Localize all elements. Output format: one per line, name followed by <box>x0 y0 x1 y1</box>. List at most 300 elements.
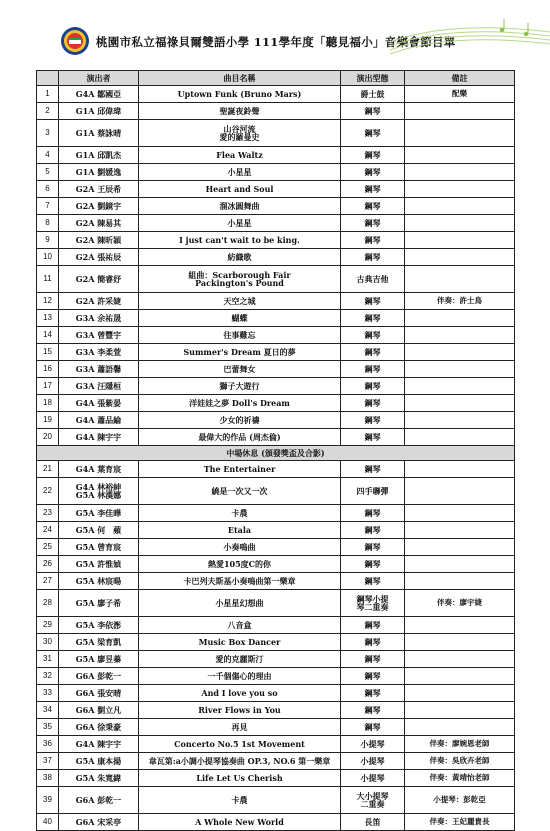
cell-note <box>405 249 515 266</box>
cell-piece <box>139 478 341 505</box>
table-row <box>37 668 515 685</box>
cell-type <box>341 181 405 198</box>
cell-line: 再見 <box>231 721 248 732</box>
cell-line: G3A 蕭語馨 <box>75 363 122 374</box>
cell-number: 38 <box>37 770 59 787</box>
cell-line: G2A 許采婕 <box>75 295 122 306</box>
cell-note <box>405 164 515 181</box>
table-row <box>37 505 515 522</box>
cell-line: G1A 劉媛逸 <box>75 166 122 177</box>
cell-line: 鋼琴小提 <box>356 593 389 604</box>
cell-line: 鋼琴 <box>364 380 381 391</box>
cell-line: G5A 廖子希 <box>75 597 122 608</box>
cell-line: 繞是一次又一次 <box>211 485 268 496</box>
cell-line: 紡織歌 <box>227 251 252 262</box>
cell-line: 鋼琴 <box>364 251 381 262</box>
cell-number: 25 <box>37 539 59 556</box>
cell-line: G5A 廖昱蓁 <box>75 653 122 664</box>
cell-piece <box>139 634 341 651</box>
table-row <box>37 461 515 478</box>
cell-piece <box>139 753 341 770</box>
cell-piece <box>139 505 341 522</box>
cell-piece <box>139 617 341 634</box>
cell-number: 3 <box>37 120 59 147</box>
table-row <box>37 361 515 378</box>
cell-line: G3A 李柔萱 <box>75 346 122 357</box>
cell-number: 16 <box>37 361 59 378</box>
cell-number: 21 <box>37 461 59 478</box>
cell-type <box>341 668 405 685</box>
school-logo-icon <box>60 26 90 56</box>
cell-line: 鋼琴 <box>364 619 381 630</box>
cell-performer <box>59 522 139 539</box>
cell-number: 20 <box>37 429 59 446</box>
cell-note <box>405 361 515 378</box>
table-row <box>37 634 515 651</box>
cell-note <box>405 310 515 327</box>
cell-line: 鋼琴 <box>364 670 381 681</box>
cell-line: G6A 彭乾一 <box>75 794 122 805</box>
table-row <box>37 310 515 327</box>
cell-line: G5A 李佳曄 <box>75 507 122 518</box>
cell-piece <box>139 266 341 293</box>
table-row <box>37 120 515 147</box>
cell-performer <box>59 505 139 522</box>
cell-type <box>341 120 405 147</box>
table-row <box>37 617 515 634</box>
cell-piece <box>139 198 341 215</box>
cell-line: 卡巴列夫斯基小奏鳴曲第一樂章 <box>183 575 296 586</box>
cell-type <box>341 736 405 753</box>
cell-performer <box>59 378 139 395</box>
cell-note <box>405 120 515 147</box>
cell-performer <box>59 753 139 770</box>
cell-type <box>341 164 405 181</box>
intermission-label: 中場休息 (頒發獎盃及合影) <box>37 446 515 461</box>
cell-piece <box>139 412 341 429</box>
cell-line: G3A 余祐晟 <box>75 312 122 323</box>
cell-number: 2 <box>37 103 59 120</box>
cell-performer <box>59 556 139 573</box>
cell-type <box>341 395 405 412</box>
cell-line: Etala <box>227 524 252 535</box>
cell-line: 溜冰圓舞曲 <box>219 200 260 211</box>
cell-number: 26 <box>37 556 59 573</box>
cell-line: 鋼琴 <box>364 217 381 228</box>
cell-line: 鋼琴 <box>364 329 381 340</box>
cell-performer <box>59 412 139 429</box>
cell-piece <box>139 719 341 736</box>
cell-line: I just can't wait to be king. <box>179 234 300 245</box>
cell-performer <box>59 395 139 412</box>
cell-line: G5A 林宸暘 <box>75 575 122 586</box>
cell-piece <box>139 668 341 685</box>
cell-piece <box>139 685 341 702</box>
cell-note <box>405 651 515 668</box>
cell-line: 卡農 <box>231 794 248 805</box>
cell-note <box>405 266 515 293</box>
cell-line: 鋼琴 <box>364 234 381 245</box>
cell-note <box>405 232 515 249</box>
cell-performer <box>59 266 139 293</box>
table-row <box>37 573 515 590</box>
cell-piece <box>139 361 341 378</box>
table-header-row <box>37 71 515 86</box>
cell-line: 鋼琴 <box>364 397 381 408</box>
cell-line: G4A 葉育宸 <box>75 463 122 474</box>
cell-line: The Entertainer <box>203 463 276 474</box>
cell-line: 愛的羅曼史 <box>219 132 260 142</box>
cell-note <box>405 478 515 505</box>
cell-line: 天空之城 <box>223 295 256 306</box>
table-row <box>37 539 515 556</box>
cell-line: Life Let Us Cherish <box>196 772 283 783</box>
cell-note: 伴奏：黃靖怡老師 <box>405 770 515 787</box>
cell-performer <box>59 181 139 198</box>
table-row <box>37 814 515 831</box>
cell-type <box>341 685 405 702</box>
program-table <box>36 70 515 831</box>
cell-number: 7 <box>37 198 59 215</box>
cell-type <box>341 590 405 617</box>
cell-type <box>341 478 405 505</box>
cell-performer <box>59 590 139 617</box>
cell-line: 小星星 <box>227 166 252 177</box>
cell-performer <box>59 787 139 814</box>
cell-number: 37 <box>37 753 59 770</box>
cell-number: 8 <box>37 215 59 232</box>
cell-line: 小奏鳴曲 <box>223 541 256 552</box>
cell-line: G3A 曾豐宇 <box>75 329 122 340</box>
cell-line: G6A 劉立凡 <box>75 704 122 715</box>
cell-number: 36 <box>37 736 59 753</box>
cell-line: 鋼琴 <box>364 558 381 569</box>
cell-performer <box>59 573 139 590</box>
cell-note <box>405 461 515 478</box>
cell-number: 10 <box>37 249 59 266</box>
cell-note: 伴奏：廖宇婕 <box>405 590 515 617</box>
cell-line: G1A 邱偉瑋 <box>75 105 122 116</box>
cell-number: 6 <box>37 181 59 198</box>
cell-line: Music Box Dancer <box>198 636 281 647</box>
cell-number: 19 <box>37 412 59 429</box>
cell-piece <box>139 310 341 327</box>
cell-performer <box>59 770 139 787</box>
cell-line: 鋼琴 <box>364 363 381 374</box>
header-performer: 演出者 <box>59 71 139 86</box>
table-row <box>37 478 515 505</box>
cell-note <box>405 539 515 556</box>
cell-line: 最偉大的作品 (周杰倫) <box>198 431 281 442</box>
cell-piece <box>139 147 341 164</box>
cell-line: River Flows in You <box>198 704 281 715</box>
cell-note <box>405 327 515 344</box>
cell-number: 9 <box>37 232 59 249</box>
cell-number: 14 <box>37 327 59 344</box>
cell-line: G4A 陳宇宇 <box>75 738 122 749</box>
table-row <box>37 770 515 787</box>
table-row <box>37 395 515 412</box>
cell-line: G6A 宋采亭 <box>75 816 122 827</box>
cell-piece <box>139 539 341 556</box>
cell-line: 鋼琴 <box>364 312 381 323</box>
cell-number: 11 <box>37 266 59 293</box>
cell-line: 鋼琴 <box>364 541 381 552</box>
cell-line: 鋼琴 <box>364 507 381 518</box>
cell-type <box>341 249 405 266</box>
cell-note <box>405 702 515 719</box>
cell-performer <box>59 539 139 556</box>
table-row <box>37 232 515 249</box>
cell-type <box>341 556 405 573</box>
cell-performer <box>59 719 139 736</box>
cell-piece <box>139 103 341 120</box>
cell-type <box>341 573 405 590</box>
cell-number: 35 <box>37 719 59 736</box>
cell-number: 1 <box>37 86 59 103</box>
cell-line: 愛的克麗斯汀 <box>215 653 264 664</box>
cell-line: 八音盒 <box>227 619 252 630</box>
cell-line: 少女的祈禱 <box>219 414 260 425</box>
cell-type <box>341 522 405 539</box>
cell-line: G5A 朱寬緯 <box>75 772 122 783</box>
cell-note <box>405 429 515 446</box>
cell-line: 鋼琴 <box>364 721 381 732</box>
cell-type <box>341 429 405 446</box>
cell-line: 韋瓦第:a小調小提琴協奏曲 OP.3, NO.6 第一樂章 <box>148 755 331 766</box>
cell-line: 小提琴 <box>360 738 385 749</box>
cell-line: 鋼琴 <box>364 346 381 357</box>
cell-line: 鋼琴 <box>364 200 381 211</box>
cell-line: G6A 徐秉豪 <box>75 721 122 732</box>
cell-line: 鋼琴 <box>364 295 381 306</box>
cell-line: 山谷河流 <box>223 123 256 134</box>
cell-number: 33 <box>37 685 59 702</box>
cell-line: 一千個傷心的理由 <box>207 670 272 681</box>
cell-line: A Whole New World <box>195 816 284 827</box>
cell-performer <box>59 736 139 753</box>
cell-performer <box>59 634 139 651</box>
cell-line: 古典吉他 <box>356 273 389 284</box>
table-row <box>37 103 515 120</box>
cell-note: 伴奏：廖婉恩老師 <box>405 736 515 753</box>
cell-line: G2A 陳易其 <box>75 217 122 228</box>
cell-piece <box>139 120 341 147</box>
cell-line: 鋼琴 <box>364 704 381 715</box>
cell-line: 鋼琴 <box>364 149 381 160</box>
cell-performer <box>59 617 139 634</box>
cell-line: G4A 鄒國亞 <box>75 88 122 99</box>
cell-type <box>341 651 405 668</box>
cell-performer <box>59 147 139 164</box>
cell-piece <box>139 429 341 446</box>
cell-note <box>405 556 515 573</box>
cell-type <box>341 103 405 120</box>
cell-number: 32 <box>37 668 59 685</box>
cell-performer <box>59 215 139 232</box>
table-row <box>37 181 515 198</box>
cell-performer <box>59 702 139 719</box>
program-part-one <box>37 86 515 446</box>
cell-performer <box>59 198 139 215</box>
cell-line: G6A 張安晴 <box>75 687 122 698</box>
cell-type <box>341 378 405 395</box>
cell-type <box>341 634 405 651</box>
table-row <box>37 651 515 668</box>
cell-number: 22 <box>37 478 59 505</box>
table-row <box>37 702 515 719</box>
cell-line: 鋼琴 <box>364 105 381 116</box>
table-row <box>37 198 515 215</box>
cell-type <box>341 461 405 478</box>
cell-line: 卡農 <box>231 507 248 518</box>
cell-line: G5A 梁育凱 <box>75 636 122 647</box>
cell-line: G5A 康本揚 <box>75 755 122 766</box>
cell-performer <box>59 164 139 181</box>
cell-line: 獅子大遊行 <box>219 380 260 391</box>
cell-line: Summer's Dream 夏日的夢 <box>183 346 296 357</box>
cell-performer <box>59 120 139 147</box>
cell-performer <box>59 103 139 120</box>
cell-line: Uptown Funk (Bruno Mars) <box>177 88 302 99</box>
cell-note <box>405 668 515 685</box>
cell-piece <box>139 770 341 787</box>
cell-type <box>341 412 405 429</box>
cell-line: 鋼琴 <box>364 463 381 474</box>
cell-number: 28 <box>37 590 59 617</box>
cell-line: 鋼琴 <box>364 183 381 194</box>
cell-piece <box>139 556 341 573</box>
cell-number: 30 <box>37 634 59 651</box>
cell-line: 洋娃娃之夢 Doll's Dream <box>189 397 290 408</box>
cell-piece <box>139 651 341 668</box>
table-row <box>37 344 515 361</box>
cell-type <box>341 198 405 215</box>
cell-line: 小星星 <box>227 217 252 228</box>
table-row <box>37 293 515 310</box>
cell-piece <box>139 215 341 232</box>
cell-line: Heart and Soul <box>205 183 274 194</box>
cell-type <box>341 232 405 249</box>
cell-line: G5A 許惟媜 <box>75 558 122 569</box>
cell-line: 小提琴 <box>360 755 385 766</box>
cell-type <box>341 86 405 103</box>
cell-line: G4A 林裕紳 <box>75 481 122 492</box>
cell-number: 39 <box>37 787 59 814</box>
table-row <box>37 590 515 617</box>
cell-piece <box>139 736 341 753</box>
cell-note <box>405 412 515 429</box>
cell-number: 4 <box>37 147 59 164</box>
header-num <box>37 71 59 86</box>
table-row <box>37 215 515 232</box>
table-row <box>37 412 515 429</box>
cell-performer <box>59 651 139 668</box>
intermission-section <box>37 446 515 461</box>
cell-line: G5A 李依浵 <box>75 619 122 630</box>
cell-performer <box>59 232 139 249</box>
cell-line: 鋼琴 <box>364 524 381 535</box>
cell-line: 蝴蝶 <box>231 312 248 323</box>
table-row <box>37 429 515 446</box>
cell-note <box>405 215 515 232</box>
music-staff-decoration-icon <box>390 14 550 60</box>
cell-line: Concerto No.5 1st Movement <box>174 738 305 749</box>
cell-line: 琴二重奏 <box>356 602 389 612</box>
cell-number: 40 <box>37 814 59 831</box>
cell-type <box>341 215 405 232</box>
cell-line: 鋼琴 <box>364 166 381 177</box>
cell-line: 組曲：Scarborough Fair <box>188 269 291 280</box>
cell-type <box>341 266 405 293</box>
cell-line: G5A 何 蘋 <box>75 524 122 535</box>
cell-number: 27 <box>37 573 59 590</box>
cell-line: 鋼琴 <box>364 653 381 664</box>
cell-type <box>341 787 405 814</box>
cell-piece <box>139 181 341 198</box>
cell-type <box>341 719 405 736</box>
cell-performer <box>59 478 139 505</box>
cell-line: Flea Waltz <box>216 149 263 160</box>
table-row <box>37 164 515 181</box>
cell-line: 鋼琴 <box>364 687 381 698</box>
cell-line: And I love you so <box>201 687 278 698</box>
cell-note: 伴奏：王妃麗貴長 <box>405 814 515 831</box>
cell-type <box>341 770 405 787</box>
table-row <box>37 266 515 293</box>
cell-type <box>341 617 405 634</box>
cell-piece <box>139 702 341 719</box>
cell-piece <box>139 378 341 395</box>
cell-piece <box>139 787 341 814</box>
cell-note: 伴奏：許士鳥 <box>405 293 515 310</box>
cell-type <box>341 310 405 327</box>
cell-line: 鋼琴 <box>364 127 381 138</box>
header-note: 備註 <box>405 71 515 86</box>
cell-number: 29 <box>37 617 59 634</box>
cell-piece <box>139 327 341 344</box>
cell-type <box>341 505 405 522</box>
cell-performer <box>59 814 139 831</box>
cell-line: 二重奏 <box>360 799 385 809</box>
table-row <box>37 556 515 573</box>
cell-piece <box>139 86 341 103</box>
cell-line: G3A 汪隱桓 <box>75 380 122 391</box>
cell-note <box>405 505 515 522</box>
cell-note: 小提琴：彭乾亞 <box>405 787 515 814</box>
cell-line: G2A 劉鏡宇 <box>75 200 122 211</box>
cell-number: 18 <box>37 395 59 412</box>
cell-line: 小提琴 <box>360 772 385 783</box>
cell-line: G1A 邱凱杰 <box>75 149 122 160</box>
table-row <box>37 86 515 103</box>
cell-performer <box>59 361 139 378</box>
cell-piece <box>139 344 341 361</box>
cell-note <box>405 344 515 361</box>
cell-note <box>405 147 515 164</box>
cell-note <box>405 181 515 198</box>
cell-line: G1A 蔡詠晴 <box>75 127 122 138</box>
cell-line: 鋼琴 <box>364 431 381 442</box>
cell-performer <box>59 310 139 327</box>
cell-line: G5A 林漢娜 <box>75 490 122 500</box>
cell-piece <box>139 293 341 310</box>
table-row <box>37 147 515 164</box>
cell-performer <box>59 344 139 361</box>
table-row <box>37 736 515 753</box>
cell-line: G2A 王辰希 <box>75 183 122 194</box>
cell-note: 配樂 <box>405 86 515 103</box>
